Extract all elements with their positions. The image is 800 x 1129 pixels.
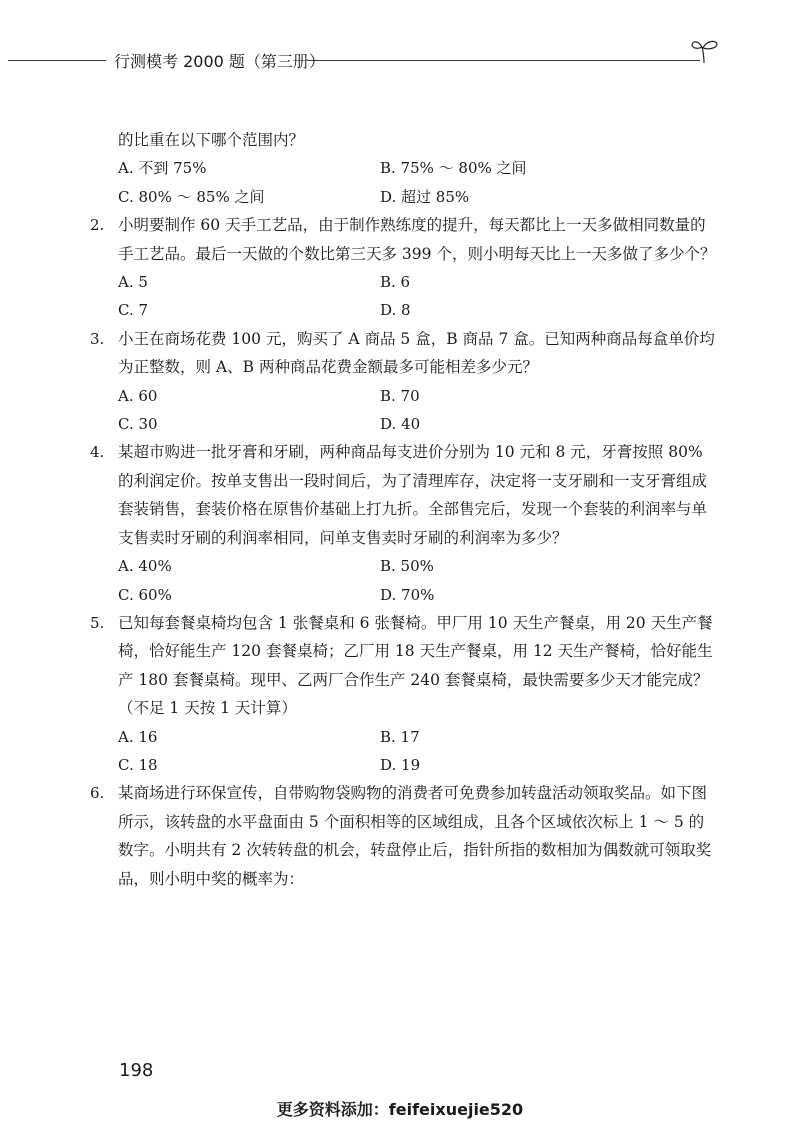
option-list	[118, 268, 718, 325]
header-rule-left	[8, 60, 106, 61]
running-header	[8, 38, 720, 78]
option-d: D. 70%	[380, 585, 435, 604]
option-c: C. 18	[118, 755, 158, 774]
question-2	[90, 211, 718, 325]
question-number: 6.	[90, 784, 105, 803]
question-text: 已知每套餐桌椅均包含 1 张餐桌和 6 张餐椅。甲厂用 10 天生产餐桌，用 20 天生产餐椅，恰好能生产 120 套餐桌椅；乙厂用 18 天生产餐桌，用 12 天生产餐椅，恰好能生产 180 套餐桌椅。现甲、乙两厂合作生产 240 套餐桌椅，最快需要多少天才能完成？（不足 1 天按 1 天计算）	[118, 613, 713, 718]
option-d: D. 40	[380, 415, 421, 434]
option-list	[118, 723, 718, 780]
question-number: 3.	[90, 329, 105, 348]
option-c: C. 7	[118, 301, 149, 320]
option-d: D. 19	[380, 755, 421, 774]
option-a: A. 16	[118, 727, 158, 746]
question-text: 小王在商场花费 100 元，购买了 A 商品 5 盒，B 商品 7 盒。已知两种商品每盒单价均为正整数，则 A、B 两种商品花费金额最多可能相差多少元？	[118, 329, 715, 377]
option-a: A. 40%	[118, 557, 172, 576]
page-content	[90, 126, 718, 893]
question-text: 的比重在以下哪个范围内？	[118, 131, 305, 149]
question-4	[90, 438, 718, 608]
option-b: B. 75% ～ 80% 之间	[380, 159, 527, 178]
option-d: D. 超过 85%	[380, 187, 470, 206]
option-b: B. 50%	[380, 557, 434, 576]
question-6	[90, 779, 718, 893]
page-number: 198	[119, 1060, 154, 1081]
question-text: 某超市购进一批牙膏和牙刷，两种商品每支进价分别为 10 元和 8 元，牙膏按照 80% 的利润定价。按单支售出一段时间后，为了清理库存，决定将一支牙刷和一支牙膏组成套装销售，套装价格在原售价基础上打九折。全部售完后，发现一个套装的利润率与单支售卖时牙刷的利润率相同，问单支售卖时牙刷的利润率为多少？	[118, 443, 708, 547]
option-a: A. 不到 75%	[118, 159, 207, 178]
option-a: A. 5	[118, 273, 148, 292]
option-b: B. 70	[380, 386, 420, 405]
option-a: A. 60	[118, 386, 158, 405]
question-number: 2.	[90, 216, 105, 235]
question-text: 小明要制作 60 天手工艺品，由于制作熟练度的提升，每天都比上一天多做相同数量的手工艺品。最后一天做的个数比第三天多 399 个，则小明每天比上一天多做了多少个？	[118, 216, 716, 263]
option-list	[118, 382, 718, 439]
question-3	[90, 325, 718, 439]
header-rule-right	[308, 60, 700, 61]
option-d: D. 8	[380, 301, 411, 320]
option-b: B. 6	[380, 273, 411, 292]
header-title: 行测模考 2000 题（第三册）	[114, 52, 325, 71]
question-number: 4.	[90, 443, 105, 462]
footer-note: 更多资料添加：feifeixuejie520	[276, 1100, 524, 1119]
question-number: 5.	[90, 613, 105, 632]
option-list	[118, 154, 718, 211]
question-1-continuation	[118, 126, 718, 211]
option-c: C. 60%	[118, 585, 172, 604]
question-5	[90, 609, 718, 779]
sprout-icon	[690, 38, 722, 64]
option-c: C. 80% ～ 85% 之间	[118, 187, 265, 206]
option-b: B. 17	[380, 727, 420, 746]
option-c: C. 30	[118, 415, 158, 434]
question-text: 某商场进行环保宣传，自带购物袋购物的消费者可免费参加转盘活动领取奖品。如下图所示，该转盘的水平盘面由 5 个面积相等的区域组成，且各个区域依次标上 1 ～ 5 的数字。小明共有 2 次转转盘的机会，转盘停止后，指针所指的数相加为偶数就可领取奖品，则小明中奖的概率为：	[118, 784, 712, 888]
option-list	[118, 552, 718, 609]
